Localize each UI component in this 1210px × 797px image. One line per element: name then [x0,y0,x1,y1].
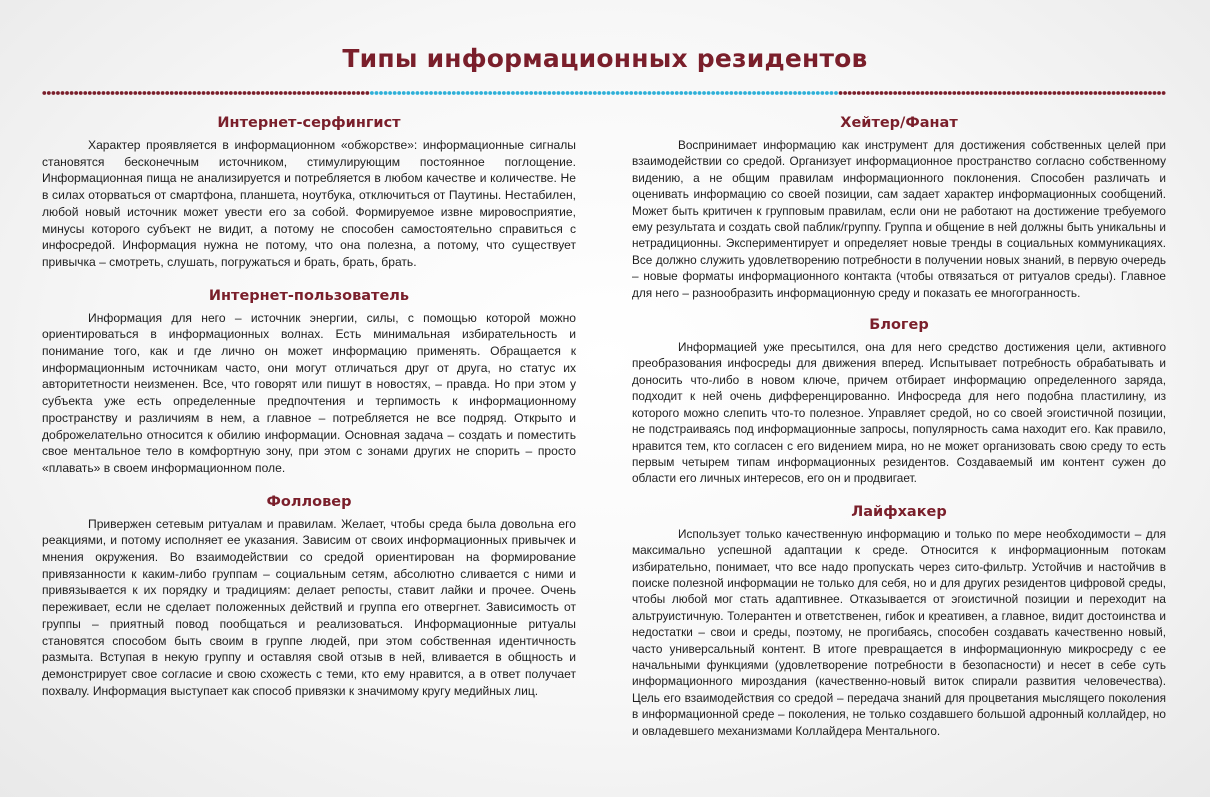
divider-dot [174,91,178,95]
divider-dot [183,91,187,95]
divider-dot [397,91,401,95]
divider-dot [393,91,397,95]
section-text: Информация для него – источник энергии, силы, с помощью которой можно ориентироваться в информационных волнах. Есть минимальная избирательность и понимание того, как и где лично он может информацию применять. Обращается к информационным источникам часто, они могут отличаться друг от друга, но статус их авторитетности неизменен. Все, что говорят или пишут в новостях, – правда. Но при этом у субъекта уже есть определенные предпочтения и терпимость к информационному пространству и различиям в нем, а главное – потребляется не все подряд. Открыто и доброжелательно относится к обилию информации. Основная задача – создать и поместить свое ментальное тело в комфортную зону, при этом с зонами других не спорить – просто «плавать» в своем информационном поле. [42,310,576,475]
divider-dot [288,91,292,95]
section-text: Информацией уже пресытился, она для него средство достижения цели, активного преобразования инфосреды для движения вперед. Испытывает потребность обрабатывать и доносить что-либо в новом ключе, причем отбирает информацию определенного заряда, подходит к ней очень дифференцированно. Инфосреда для него подобна пластилину, из которого можно слепить что-то полезное. Управляет средой, но со своей эгоистичной позиции, не подстраиваясь под информационные запросы, популярность сама находит его. Как правило, нравится тем, кто согласен с его видением мира, но не может организовать свою среду то есть первым четырем типам информационных резидентов. Создаваемый им контент сужен до области его личных интересов, его он и продвигает. [632,340,1166,486]
divider-dot [725,91,729,95]
divider-dot [106,91,110,95]
divider-dot [643,91,647,95]
divider-dot [820,91,824,95]
divider-dot [1153,91,1157,95]
divider-dot [115,91,119,95]
divider-dot [561,91,565,95]
divider-dot [170,91,174,95]
divider-dot [825,91,829,95]
divider-dot [934,91,938,95]
divider-dot [111,91,115,95]
divider-dot [1030,91,1034,95]
divider-dot [729,91,733,95]
divider-dot [757,91,761,95]
divider-dot [807,91,811,95]
divider-dot [329,91,333,95]
divider-dot [1103,91,1107,95]
divider-dot [165,91,169,95]
divider-dot [761,91,765,95]
divider-dot [766,91,770,95]
divider-dot [734,91,738,95]
divider-dot [1134,91,1138,95]
divider-dot [388,91,392,95]
divider-dot [234,91,238,95]
divider-dot [739,91,743,95]
divider-dot [570,91,574,95]
divider-dot [657,91,661,95]
divider-dot [375,91,379,95]
divider-dot [1071,91,1075,95]
divider-dot [1162,91,1166,95]
divider-dot [534,91,538,95]
divider-dot [279,91,283,95]
divider-dot [907,91,911,95]
divider-dot [156,91,160,95]
divider-dot [284,91,288,95]
divider-dot [120,91,124,95]
divider-dot [971,91,975,95]
divider-dot [302,91,306,95]
divider-dot [693,91,697,95]
divider-dot [265,91,269,95]
divider-dot [211,91,215,95]
divider-dot [411,91,415,95]
divider-dot [1053,91,1057,95]
section-text: Характер проявляется в информационном «обжорстве»: информационные сигналы становятся бесконечным источником, стимулирующим постоянное поглощение. Информационная пища не анализируется и потребляется в любом качестве и количестве. Не в силах оторваться от смартфона, планшета, ноутбука, отключиться от Паутины. Нестабилен, любой новый источник может увести его за собой. Формируемое извне мировосприятие, минусы которого субъект не видит, а потому не способен самостоятельно справиться с инфосредой. Информация нужна не потому, что она полезна, а потому, что существует привычка – смотреть, слушать, погружаться и брать, брать, брать. [42,138,576,269]
divider-dot [179,91,183,95]
divider-dot [884,91,888,95]
divider-dot [502,91,506,95]
divider-dot [1112,91,1116,95]
divider-dot [315,91,319,95]
divider-dot [584,91,588,95]
divider-dot [911,91,915,95]
divider-dot [679,91,683,95]
divider-dot [124,91,128,95]
divider-dot [716,91,720,95]
divider-dot [866,91,870,95]
divider-dot [352,91,356,95]
divider-dot [789,91,793,95]
divider-dot [311,91,315,95]
divider-dot [889,91,893,95]
divider-dot [579,91,583,95]
dotted-divider-graphic [42,89,1168,97]
divider-dot [798,91,802,95]
divider-dot [1002,91,1006,95]
dotted-divider [42,89,1168,97]
divider-dot [752,91,756,95]
divider-dot [1039,91,1043,95]
divider-dot [42,91,46,95]
divider-dot [852,91,856,95]
divider-dot [880,91,884,95]
section-internet-surfer [42,114,576,271]
section-hater-fan [632,114,1166,301]
section-follower [42,493,576,700]
divider-dot [857,91,861,95]
divider-dot [138,91,142,95]
divider-dot [133,91,137,95]
divider-dot [347,91,351,95]
divider-dot [898,91,902,95]
divider-dot [343,91,347,95]
divider-dot [670,91,674,95]
section-text: Привержен сетевым ритуалам и правилам. Желает, чтобы среда была довольна его реакциями, и потому исполняет ее указания. Зависим от своих информационных привычек и мнения окружения. Во взаимодействии со средой ориентирован на формирование привязанности к каким-либо группам – социальным сетям, абсолютно сливается с ними и привязывается к их порядку и традициям: делает репосты, ставит лайки и прочее. Очень переживает, если не сделает положенных действий и группа его отвергнет. Зависимость от группы – приятный повод пообщаться и реализоваться. Информационные ритуалы становятся способом быть своим в группе людей, при этом собственная идентичность размыта. Вступая в некую группу и оставляя свой отзыв в ней, вливается в общность и демонстрирует свое согласие и свою схожесть с теми, кто ему нравится, а в ответ получает похвалу. Информация выступает как способ привязки к значимому кругу медийных лиц. [42,516,576,698]
divider-dot [816,91,820,95]
divider-dot [1116,91,1120,95]
divider-dot [648,91,652,95]
divider-dot [47,91,51,95]
right-column [632,114,1166,755]
divider-dot [197,91,201,95]
divider-dot [493,91,497,95]
divider-dot [939,91,943,95]
divider-dot [384,91,388,95]
divider-dot [238,91,242,95]
divider-dot [957,91,961,95]
divider-dot [52,91,56,95]
divider-dot [334,91,338,95]
section-text: Воспринимает информацию как инструмент для достижения собственных целей при взаимодействии со средой. Организует информационное пространство согласно собственному видению, а не общим правилам информационного поклонения. Способен различать и оценивать информацию со своей позиции, сам задает характер информационных сообщений. Может быть критичен к групповым правилам, если они не работают на достижение требуемого ему результата и создать свой паблик/группу. Группа и общение в ней должны быть уникальны и нетрадиционны. Экспериментирует и определяет новые тренды в социальных коммуникациях. Все должно служить удовлетворению потребности в получении новых знаний, в первую очередь – новые форматы информационного контакта (чтобы отвязаться от ритуалов среды). Главное для него – разнообразить информационную среду и показать ее многогранность. [632,138,1166,300]
divider-dot [848,91,852,95]
divider-dot [634,91,638,95]
divider-dot [720,91,724,95]
divider-dot [425,91,429,95]
divider-dot [1048,91,1052,95]
divider-dot [497,91,501,95]
section-internet-user [42,287,576,477]
divider-dot [661,91,665,95]
left-column [42,114,576,715]
divider-dot [1148,91,1152,95]
divider-dot [834,91,838,95]
divider-dot [1012,91,1016,95]
divider-dot [607,91,611,95]
divider-dot [229,91,233,95]
divider-dot [698,91,702,95]
divider-dot [875,91,879,95]
divider-dot [598,91,602,95]
divider-dot [1098,91,1102,95]
divider-dot [1062,91,1066,95]
divider-dot [320,91,324,95]
divider-dot [802,91,806,95]
divider-dot [529,91,533,95]
divider-dot [92,91,96,95]
divider-dot [429,91,433,95]
divider-dot [293,91,297,95]
divider-dot [1144,91,1148,95]
section-heading: Лайфхакер [851,503,947,520]
divider-dot [261,91,265,95]
divider-dot [702,91,706,95]
divider-dot [543,91,547,95]
divider-dot [770,91,774,95]
divider-dot [1043,91,1047,95]
divider-dot [1007,91,1011,95]
divider-dot [356,91,360,95]
divider-dot [520,91,524,95]
section-text: Использует только качественную информацию и только по мере необходимости – для максимально успешной адаптации к среде. Относится к информационным потокам избирательно, понимает, что все надо пропускать через сито-фильтр. Устойчив и настойчив в поиске полезной информации не только для себя, но и для других резидентов цифровой среды, чтобы любой мог стать адаптивнее. Отказывается от эгоистичной позиции и переходит на альтруистичную. Толерантен и ответственен, гибок и креативен, а главное, видит достоинства и недостатки – свои и среды, поэтому, не прогибаясь, способен создавать качественно новый, часто универсальный контент. В итоге превращается в информационную микросреду с ее начальными функциями (удовлетворение потребности в безопасности) и несет в себе суть информационного мироздания (качественно-новый виток спирали развития человечества). Цель его взаимодействия со средой – передача знаний для процветания мыслящего поколения в информационной среде – поколения, не только создавшего большой адронный коллайдер, но и овладевшего механизмами Коллайдера Ментального. [632,526,1166,738]
divider-dot [243,91,247,95]
divider-dot [56,91,60,95]
divider-dot [434,91,438,95]
section-heading: Блогер [869,317,929,334]
divider-dot [1034,91,1038,95]
divider-dot [893,91,897,95]
divider-dot [830,91,834,95]
divider-dot [975,91,979,95]
divider-dot [547,91,551,95]
divider-dot [74,91,78,95]
section-heading: Интернет-серфингист [217,115,401,131]
divider-dot [161,91,165,95]
divider-dot [861,91,865,95]
divider-dot [1089,91,1093,95]
divider-dot [1057,91,1061,95]
divider-dot [79,91,83,95]
divider-dot [274,91,278,95]
divider-dot [1093,91,1097,95]
divider-dot [416,91,420,95]
divider-dot [538,91,542,95]
divider-dot [83,91,87,95]
divider-dot [666,91,670,95]
divider-dot [552,91,556,95]
divider-dot [102,91,106,95]
divider-dot [65,91,69,95]
divider-dot [338,91,342,95]
divider-dot [925,91,929,95]
divider-dot [361,91,365,95]
divider-dot [1021,91,1025,95]
divider-dot [256,91,260,95]
divider-dot [675,91,679,95]
divider-dot [566,91,570,95]
divider-dot [370,91,374,95]
section-blogger [632,316,1166,487]
divider-dot [215,91,219,95]
divider-dot [1139,91,1143,95]
divider-dot [224,91,228,95]
divider-dot [611,91,615,95]
divider-dot [488,91,492,95]
section-heading: Хейтер/Фанат [840,115,958,131]
divider-dot [948,91,952,95]
divider-dot [470,91,474,95]
divider-dot [202,91,206,95]
divider-dot [143,91,147,95]
page-title: Типы информационных резидентов [342,44,868,73]
divider-dot [780,91,784,95]
divider-dot [252,91,256,95]
divider-dot [447,91,451,95]
divider-dot [61,91,65,95]
divider-dot [775,91,779,95]
divider-dot [438,91,442,95]
divider-dot [484,91,488,95]
divider-dot [921,91,925,95]
divider-dot [962,91,966,95]
divider-dot [1016,91,1020,95]
divider-dot [575,91,579,95]
divider-dot [620,91,624,95]
divider-dot [188,91,192,95]
divider-dot [516,91,520,95]
divider-dot [871,91,875,95]
divider-dot [402,91,406,95]
divider-dot [707,91,711,95]
divider-dot [930,91,934,95]
divider-dot [793,91,797,95]
divider-dot [379,91,383,95]
divider-dot [1121,91,1125,95]
divider-dot [1084,91,1088,95]
divider-dot [147,91,151,95]
divider-dot [525,91,529,95]
divider-dot [1125,91,1129,95]
divider-dot [129,91,133,95]
divider-dot [902,91,906,95]
divider-dot [943,91,947,95]
divider-dot [365,91,369,95]
divider-dot [629,91,633,95]
divider-dot [998,91,1002,95]
divider-dot [452,91,456,95]
divider-dot [220,91,224,95]
divider-dot [593,91,597,95]
divider-dot [684,91,688,95]
divider-dot [247,91,251,95]
section-lifehacker [632,503,1166,739]
divider-dot [811,91,815,95]
divider-dot [270,91,274,95]
divider-dot [193,91,197,95]
section-heading: Интернет-пользователь [208,287,410,304]
divider-dot [475,91,479,95]
divider-dot [625,91,629,95]
divider-dot [966,91,970,95]
divider-dot [743,91,747,95]
divider-dot [638,91,642,95]
divider-dot [557,91,561,95]
divider-dot [152,91,156,95]
divider-dot [70,91,74,95]
divider-dot [1025,91,1029,95]
divider-dot [839,91,843,95]
divider-dot [420,91,424,95]
divider-dot [616,91,620,95]
divider-dot [306,91,310,95]
divider-dot [206,91,210,95]
divider-dot [784,91,788,95]
divider-dot [711,91,715,95]
divider-dot [1157,91,1161,95]
divider-dot [325,91,329,95]
divider-dot [461,91,465,95]
divider-dot [466,91,470,95]
divider-dot [588,91,592,95]
divider-dot [1066,91,1070,95]
divider-dot [989,91,993,95]
divider-dot [689,91,693,95]
divider-dot [443,91,447,95]
divider-dot [511,91,515,95]
divider-dot [97,91,101,95]
divider-dot [88,91,92,95]
divider-dot [1107,91,1111,95]
divider-dot [843,91,847,95]
divider-dot [1075,91,1079,95]
divider-dot [406,91,410,95]
divider-dot [980,91,984,95]
divider-dot [952,91,956,95]
divider-dot [993,91,997,95]
divider-dot [748,91,752,95]
divider-dot [1080,91,1084,95]
divider-dot [1130,91,1134,95]
divider-dot [602,91,606,95]
divider-dot [507,91,511,95]
divider-dot [479,91,483,95]
divider-dot [916,91,920,95]
divider-dot [297,91,301,95]
section-heading: Фолловер [266,493,352,510]
divider-dot [652,91,656,95]
divider-dot [456,91,460,95]
divider-dot [984,91,988,95]
